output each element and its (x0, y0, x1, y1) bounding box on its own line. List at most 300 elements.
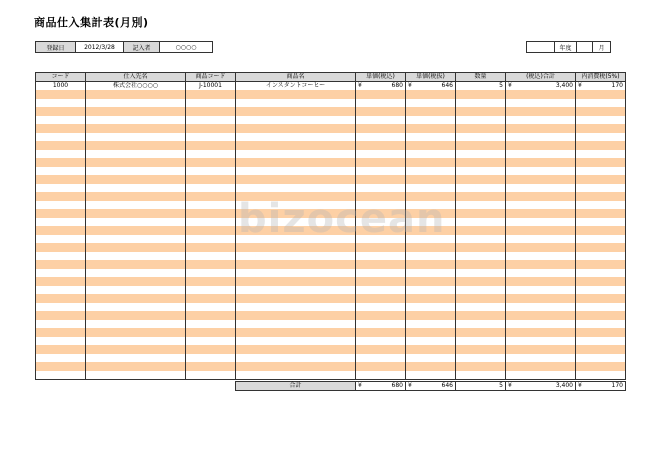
table-cell[interactable] (456, 150, 506, 159)
table-cell[interactable] (356, 99, 406, 108)
table-cell[interactable] (186, 260, 236, 269)
table-cell[interactable] (356, 209, 406, 218)
table-cell[interactable] (36, 175, 86, 184)
table-cell[interactable] (86, 303, 186, 312)
table-cell[interactable] (576, 90, 626, 99)
table-cell[interactable] (576, 184, 626, 193)
table-cell[interactable] (36, 337, 86, 346)
author-value[interactable]: ○○○○ (175, 43, 197, 51)
table-cell[interactable] (86, 345, 186, 354)
table-cell[interactable] (406, 201, 456, 210)
table-cell[interactable] (186, 362, 236, 371)
table-cell[interactable] (506, 90, 576, 99)
table-cell[interactable] (186, 209, 236, 218)
table-cell[interactable] (186, 328, 236, 337)
table-cell[interactable] (236, 107, 356, 116)
table-cell[interactable] (186, 371, 236, 380)
table-cell[interactable] (506, 345, 576, 354)
table-cell[interactable] (36, 286, 86, 295)
table-cell[interactable] (456, 201, 506, 210)
table-cell[interactable] (36, 235, 86, 244)
table-cell[interactable] (576, 337, 626, 346)
table-cell[interactable] (456, 184, 506, 193)
table-cell[interactable] (186, 116, 236, 125)
table-cell[interactable] (576, 226, 626, 235)
table-cell[interactable] (86, 133, 186, 142)
table-cell[interactable] (456, 345, 506, 354)
table-cell[interactable] (576, 124, 626, 133)
table-cell[interactable] (456, 133, 506, 142)
table-cell[interactable] (236, 303, 356, 312)
table-cell[interactable] (506, 201, 576, 210)
table-cell[interactable] (86, 243, 186, 252)
table-cell[interactable] (506, 337, 576, 346)
table-cell[interactable] (406, 294, 456, 303)
table-cell[interactable] (36, 158, 86, 167)
table-cell[interactable] (406, 252, 456, 261)
table-cell[interactable] (406, 107, 456, 116)
table-cell[interactable] (236, 294, 356, 303)
table-cell[interactable] (576, 345, 626, 354)
table-cell[interactable] (456, 158, 506, 167)
table-cell[interactable] (456, 235, 506, 244)
table-cell[interactable] (86, 320, 186, 329)
table-cell[interactable] (36, 277, 86, 286)
table-cell[interactable] (236, 99, 356, 108)
table-cell[interactable] (576, 175, 626, 184)
table-cell[interactable] (356, 150, 406, 159)
table-cell[interactable] (86, 175, 186, 184)
table-cell[interactable] (36, 107, 86, 116)
table-cell[interactable] (576, 201, 626, 210)
table-cell[interactable] (506, 107, 576, 116)
table-cell[interactable]: ¥ 646 (406, 82, 456, 91)
table-cell[interactable] (36, 209, 86, 218)
table-cell[interactable] (236, 328, 356, 337)
table-cell[interactable] (86, 150, 186, 159)
table-cell[interactable] (406, 235, 456, 244)
table-cell[interactable] (406, 158, 456, 167)
table-cell[interactable] (356, 158, 406, 167)
table-cell[interactable] (456, 269, 506, 278)
table-cell[interactable] (236, 158, 356, 167)
table-cell[interactable] (456, 116, 506, 125)
table-cell[interactable] (86, 371, 186, 380)
date-value[interactable]: 2012/3/28 (76, 42, 124, 52)
table-cell[interactable] (576, 286, 626, 295)
table-cell[interactable] (506, 235, 576, 244)
table-cell[interactable] (86, 107, 186, 116)
table-cell[interactable] (36, 354, 86, 363)
table-cell[interactable]: ¥ 3,400 (506, 82, 576, 91)
table-cell[interactable] (36, 345, 86, 354)
table-cell[interactable] (356, 218, 406, 227)
table-cell[interactable] (186, 150, 236, 159)
table-cell[interactable] (456, 192, 506, 201)
table-cell[interactable] (456, 107, 506, 116)
table-cell[interactable] (576, 311, 626, 320)
table-cell[interactable] (186, 286, 236, 295)
table-cell[interactable] (86, 167, 186, 176)
table-cell[interactable] (576, 192, 626, 201)
table-cell[interactable] (236, 235, 356, 244)
table-cell[interactable] (86, 269, 186, 278)
table-cell[interactable] (456, 141, 506, 150)
table-cell[interactable] (456, 167, 506, 176)
table-cell[interactable] (576, 328, 626, 337)
table-cell[interactable] (456, 90, 506, 99)
table-cell[interactable] (186, 243, 236, 252)
table-cell[interactable] (356, 294, 406, 303)
table-cell[interactable] (356, 260, 406, 269)
table-cell[interactable] (86, 201, 186, 210)
table-cell[interactable] (356, 133, 406, 142)
table-cell[interactable] (406, 175, 456, 184)
table-cell[interactable] (576, 243, 626, 252)
table-cell[interactable] (576, 141, 626, 150)
table-cell[interactable] (36, 99, 86, 108)
table-cell[interactable] (86, 99, 186, 108)
table-cell[interactable] (186, 294, 236, 303)
table-cell[interactable] (356, 243, 406, 252)
table-cell[interactable] (86, 192, 186, 201)
table-cell[interactable] (456, 362, 506, 371)
table-cell[interactable] (406, 277, 456, 286)
table-cell[interactable] (236, 116, 356, 125)
table-cell[interactable] (576, 133, 626, 142)
table-cell[interactable] (36, 226, 86, 235)
table-cell[interactable] (86, 116, 186, 125)
table-cell[interactable] (456, 320, 506, 329)
table-cell[interactable] (236, 260, 356, 269)
table-cell[interactable] (576, 167, 626, 176)
table-cell[interactable] (186, 345, 236, 354)
table-cell[interactable]: J-10001 (186, 82, 236, 91)
table-cell[interactable] (576, 209, 626, 218)
table-cell[interactable] (86, 337, 186, 346)
table-cell[interactable] (86, 328, 186, 337)
table-cell[interactable] (236, 124, 356, 133)
table-cell[interactable] (406, 354, 456, 363)
table-cell[interactable] (576, 320, 626, 329)
table-cell[interactable] (186, 218, 236, 227)
table-cell[interactable] (506, 226, 576, 235)
table-cell[interactable] (186, 235, 236, 244)
table-cell[interactable] (356, 184, 406, 193)
table-cell[interactable] (456, 99, 506, 108)
table-cell[interactable] (356, 252, 406, 261)
table-cell[interactable] (506, 116, 576, 125)
table-cell[interactable] (236, 362, 356, 371)
table-cell[interactable] (506, 124, 576, 133)
table-cell[interactable] (86, 354, 186, 363)
table-cell[interactable] (86, 260, 186, 269)
table-cell[interactable] (186, 226, 236, 235)
table-cell[interactable] (36, 133, 86, 142)
table-cell[interactable] (86, 362, 186, 371)
table-cell[interactable] (86, 311, 186, 320)
table-cell[interactable] (576, 269, 626, 278)
table-cell[interactable] (36, 303, 86, 312)
table-cell[interactable] (406, 371, 456, 380)
table-cell[interactable] (36, 252, 86, 261)
table-cell[interactable] (186, 192, 236, 201)
table-cell[interactable] (506, 184, 576, 193)
table-cell[interactable] (36, 167, 86, 176)
table-cell[interactable] (406, 218, 456, 227)
table-cell[interactable] (86, 252, 186, 261)
table-cell[interactable] (356, 175, 406, 184)
table-cell[interactable] (506, 209, 576, 218)
table-cell[interactable] (86, 277, 186, 286)
table-cell[interactable] (36, 294, 86, 303)
table-cell[interactable] (506, 362, 576, 371)
table-cell[interactable] (456, 371, 506, 380)
table-cell[interactable] (456, 218, 506, 227)
table-cell[interactable] (236, 311, 356, 320)
table-cell[interactable] (406, 150, 456, 159)
table-cell[interactable] (506, 243, 576, 252)
table-cell[interactable] (506, 294, 576, 303)
table-cell[interactable] (86, 209, 186, 218)
table-cell[interactable] (406, 269, 456, 278)
table-cell[interactable] (456, 337, 506, 346)
table-cell[interactable] (406, 99, 456, 108)
table-cell[interactable] (506, 218, 576, 227)
table-cell[interactable] (356, 303, 406, 312)
table-cell[interactable] (576, 107, 626, 116)
table-cell[interactable] (236, 167, 356, 176)
table-cell[interactable] (236, 371, 356, 380)
table-cell[interactable] (36, 320, 86, 329)
table-cell[interactable] (456, 294, 506, 303)
table-cell[interactable] (236, 269, 356, 278)
table-cell[interactable] (186, 107, 236, 116)
table-cell[interactable] (576, 218, 626, 227)
table-cell[interactable] (356, 235, 406, 244)
table-cell[interactable] (406, 320, 456, 329)
table-cell[interactable] (36, 201, 86, 210)
table-cell[interactable] (186, 175, 236, 184)
table-cell[interactable] (356, 337, 406, 346)
table-cell[interactable] (36, 116, 86, 125)
table-cell[interactable] (186, 303, 236, 312)
table-cell[interactable] (86, 235, 186, 244)
table-cell[interactable] (456, 354, 506, 363)
table-cell[interactable] (36, 371, 86, 380)
table-cell[interactable] (406, 141, 456, 150)
table-cell[interactable] (506, 158, 576, 167)
table-cell[interactable] (236, 286, 356, 295)
table-cell[interactable] (506, 133, 576, 142)
table-cell[interactable] (456, 175, 506, 184)
table-cell[interactable] (356, 192, 406, 201)
table-cell[interactable] (576, 158, 626, 167)
table-cell[interactable] (36, 124, 86, 133)
table-cell[interactable] (186, 337, 236, 346)
table-cell[interactable] (236, 209, 356, 218)
table-cell[interactable] (36, 260, 86, 269)
table-cell[interactable] (406, 226, 456, 235)
table-cell[interactable] (506, 269, 576, 278)
table-cell[interactable] (186, 269, 236, 278)
table-cell[interactable] (236, 90, 356, 99)
table-cell[interactable] (236, 226, 356, 235)
table-cell[interactable] (406, 303, 456, 312)
table-cell[interactable] (36, 90, 86, 99)
table-cell[interactable] (356, 320, 406, 329)
table-cell[interactable] (356, 269, 406, 278)
table-cell[interactable] (506, 277, 576, 286)
table-cell[interactable] (356, 141, 406, 150)
table-cell[interactable] (456, 209, 506, 218)
table-cell[interactable] (456, 277, 506, 286)
table-cell[interactable] (406, 260, 456, 269)
table-cell[interactable] (86, 124, 186, 133)
table-cell[interactable] (406, 345, 456, 354)
table-cell[interactable] (236, 354, 356, 363)
table-cell[interactable] (36, 218, 86, 227)
table-cell[interactable] (356, 354, 406, 363)
table-cell[interactable] (36, 269, 86, 278)
table-cell[interactable] (236, 175, 356, 184)
table-cell[interactable] (186, 201, 236, 210)
table-cell[interactable] (186, 311, 236, 320)
table-cell[interactable] (506, 354, 576, 363)
table-cell[interactable] (356, 286, 406, 295)
table-cell[interactable] (186, 167, 236, 176)
table-cell[interactable]: 1000 (36, 82, 86, 91)
table-cell[interactable] (506, 328, 576, 337)
table-cell[interactable] (236, 184, 356, 193)
table-cell[interactable] (186, 141, 236, 150)
table-cell[interactable] (186, 124, 236, 133)
table-cell[interactable] (506, 167, 576, 176)
table-cell[interactable] (236, 345, 356, 354)
table-cell[interactable] (506, 260, 576, 269)
table-cell[interactable] (86, 286, 186, 295)
table-cell[interactable] (406, 286, 456, 295)
table-cell[interactable] (576, 362, 626, 371)
table-cell[interactable] (236, 141, 356, 150)
table-cell[interactable] (86, 141, 186, 150)
table-cell[interactable] (356, 90, 406, 99)
table-cell[interactable] (186, 184, 236, 193)
table-cell[interactable] (36, 362, 86, 371)
table-cell[interactable] (86, 218, 186, 227)
table-cell[interactable] (86, 226, 186, 235)
table-cell[interactable] (236, 133, 356, 142)
table-cell[interactable] (236, 252, 356, 261)
table-cell[interactable] (356, 107, 406, 116)
table-cell[interactable] (576, 294, 626, 303)
table-cell[interactable] (406, 167, 456, 176)
table-cell[interactable] (36, 311, 86, 320)
table-cell[interactable] (406, 184, 456, 193)
table-cell[interactable] (456, 286, 506, 295)
table-cell[interactable] (576, 99, 626, 108)
table-cell[interactable] (406, 133, 456, 142)
table-cell[interactable] (86, 294, 186, 303)
table-cell[interactable] (356, 345, 406, 354)
table-cell[interactable] (36, 328, 86, 337)
table-cell[interactable] (576, 116, 626, 125)
table-cell[interactable] (506, 286, 576, 295)
table-cell[interactable] (406, 209, 456, 218)
table-cell[interactable] (406, 362, 456, 371)
table-cell[interactable] (236, 201, 356, 210)
table-cell[interactable] (236, 150, 356, 159)
table-cell[interactable] (506, 311, 576, 320)
table-cell[interactable] (456, 243, 506, 252)
table-cell[interactable] (406, 243, 456, 252)
table-cell[interactable] (406, 337, 456, 346)
month-input[interactable] (577, 42, 593, 52)
table-cell[interactable] (576, 252, 626, 261)
table-cell[interactable] (236, 320, 356, 329)
table-cell[interactable] (36, 192, 86, 201)
table-cell[interactable] (456, 226, 506, 235)
table-cell[interactable] (86, 184, 186, 193)
table-cell[interactable] (506, 303, 576, 312)
table-cell[interactable] (356, 201, 406, 210)
table-cell[interactable] (86, 90, 186, 99)
table-cell[interactable]: 5 (456, 82, 506, 91)
table-cell[interactable] (356, 328, 406, 337)
table-cell[interactable] (406, 311, 456, 320)
table-cell[interactable]: インスタントコーヒー (236, 82, 356, 91)
table-cell[interactable] (86, 158, 186, 167)
table-cell[interactable] (186, 90, 236, 99)
table-cell[interactable] (236, 243, 356, 252)
table-cell[interactable] (356, 124, 406, 133)
table-cell[interactable] (576, 303, 626, 312)
table-cell[interactable] (186, 99, 236, 108)
table-cell[interactable] (456, 328, 506, 337)
table-cell[interactable] (186, 277, 236, 286)
table-cell[interactable] (406, 192, 456, 201)
table-cell[interactable] (356, 311, 406, 320)
table-cell[interactable] (576, 150, 626, 159)
table-cell[interactable] (506, 175, 576, 184)
table-cell[interactable] (356, 116, 406, 125)
table-cell[interactable] (356, 371, 406, 380)
table-cell[interactable] (186, 133, 236, 142)
table-cell[interactable] (576, 260, 626, 269)
table-cell[interactable] (356, 226, 406, 235)
table-cell[interactable] (186, 158, 236, 167)
table-cell[interactable] (236, 192, 356, 201)
table-cell[interactable] (576, 371, 626, 380)
table-cell[interactable] (236, 218, 356, 227)
table-cell[interactable] (506, 99, 576, 108)
table-cell[interactable] (456, 252, 506, 261)
table-cell[interactable] (506, 192, 576, 201)
table-cell[interactable] (36, 184, 86, 193)
table-cell[interactable] (576, 235, 626, 244)
table-cell[interactable] (406, 124, 456, 133)
table-cell[interactable] (236, 337, 356, 346)
table-cell[interactable] (576, 277, 626, 286)
table-cell[interactable]: ¥ 170 (576, 82, 626, 91)
table-cell[interactable] (406, 90, 456, 99)
table-cell[interactable] (356, 277, 406, 286)
table-cell[interactable] (506, 150, 576, 159)
table-cell[interactable] (186, 252, 236, 261)
table-cell[interactable] (356, 167, 406, 176)
table-cell[interactable] (36, 150, 86, 159)
table-cell[interactable] (356, 362, 406, 371)
